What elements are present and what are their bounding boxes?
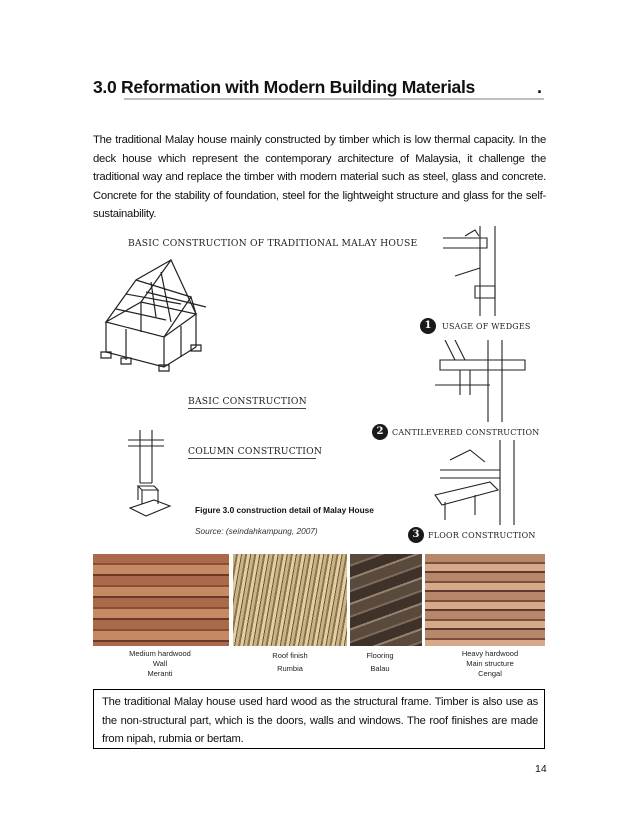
figure-title: BASIC CONSTRUCTION OF TRADITIONAL MALAY HOUSE <box>128 238 418 249</box>
rumbia-thatch-photo <box>233 554 347 646</box>
material-label-meranti <box>110 649 210 679</box>
material-label-rumbia <box>240 651 340 674</box>
column-drawing <box>118 428 178 518</box>
material-label-cengal <box>440 649 540 679</box>
intro-paragraph: The traditional Malay house mainly constructed by timber which is low thermal capacity. In the deck house which represent the contemporary architecture of Malaysia, it challenge the traditional way and replace the timber with modern material such as steel, glass and concrete. Concrete for the stability of foundation, steel for the lightweight structure and glass for the self-sustainability. <box>93 134 546 220</box>
material-name: Rumbia <box>277 664 303 673</box>
floor-construction-label: FLOOR CONSTRUCTION <box>428 531 536 540</box>
material-use: Main structure <box>466 659 514 668</box>
figure-source: Source: (seindahkampung, 2007) <box>195 526 318 536</box>
material-type: Roof finish <box>272 651 308 660</box>
material-name: Meranti <box>147 669 173 678</box>
wedge-detail-drawing <box>435 226 515 316</box>
floor-detail-drawing <box>430 440 530 525</box>
usage-of-wedges-label: USAGE OF WEDGES <box>442 322 531 331</box>
cantilever-detail-drawing <box>430 340 530 422</box>
material-name: Balau <box>370 664 390 673</box>
basic-construction-label: BASIC CONSTRUCTION <box>188 396 307 407</box>
heading-underline <box>124 98 544 100</box>
label-rule <box>188 408 306 409</box>
balau-flooring-photo <box>350 554 422 646</box>
cantilevered-construction-label: CANTILEVERED CONSTRUCTION <box>392 428 540 437</box>
column-construction-label: COLUMN CONSTRUCTION <box>188 446 323 457</box>
meranti-timber-photo <box>93 554 229 646</box>
section-heading: 3.0 Reformation with Modern Building Materials <box>93 77 475 97</box>
detail-number-3: 3 <box>408 527 424 543</box>
label-rule <box>188 458 316 459</box>
cengal-timber-photo <box>425 554 545 646</box>
material-use: Flooring <box>366 651 394 660</box>
material-label-balau <box>340 651 420 674</box>
material-type: Heavy hardwood <box>461 649 519 658</box>
material-name: Cengal <box>478 669 502 678</box>
house-frame-drawing <box>96 252 236 372</box>
material-use: Wall <box>152 659 168 668</box>
page-number: 14 <box>535 763 547 775</box>
summary-text: The traditional Malay house used hard wood as the structural frame. Timber is also use as the non-structural part, which is the doors, walls and windows. The roof finishes are made from nipah, rubmia or bertam. <box>102 696 538 745</box>
figure-caption: Figure 3.0 construction detail of Malay House <box>195 505 374 515</box>
detail-number-2: 2 <box>372 424 388 440</box>
detail-number-1: 1 <box>420 318 436 334</box>
material-type: Medium hardwood <box>129 649 191 658</box>
heading-dot: . <box>537 77 543 97</box>
